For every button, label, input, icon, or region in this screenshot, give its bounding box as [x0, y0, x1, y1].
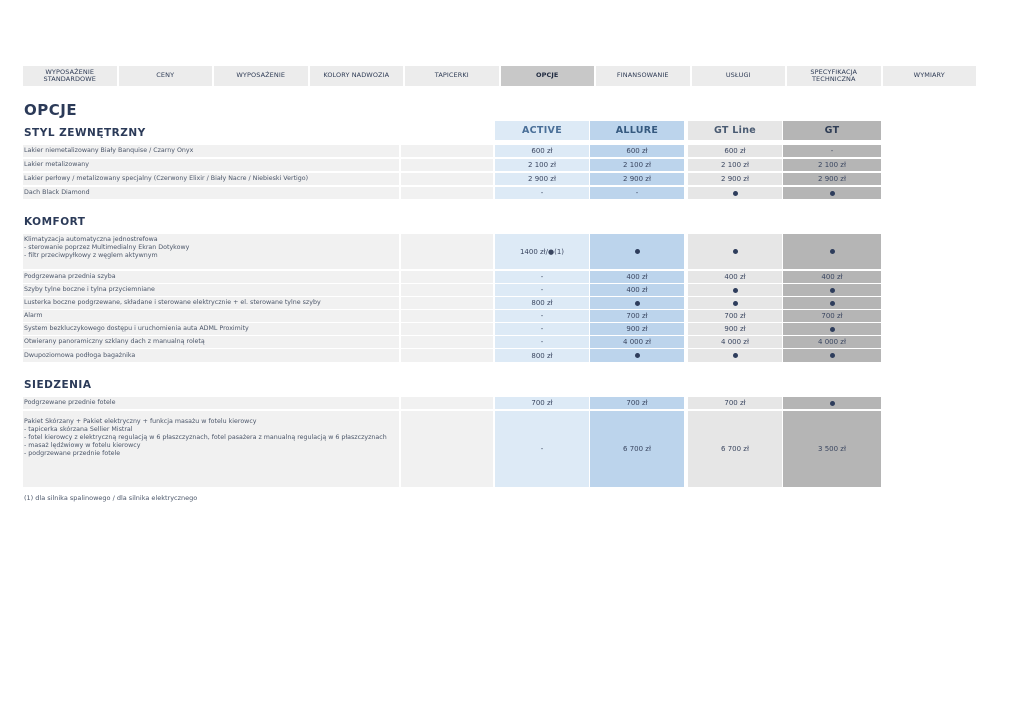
row-spacer: [401, 159, 493, 172]
included-dot-icon: [733, 301, 738, 306]
row-spacer: [401, 173, 493, 186]
cell-allure: [590, 234, 684, 270]
nav-tab-finansowanie[interactable]: [596, 66, 692, 86]
row-spacer: [401, 271, 493, 284]
cell-allure: 700 zł: [590, 397, 684, 410]
table-row: [23, 411, 881, 488]
included-dot-icon: [830, 327, 835, 332]
row-spacer: [401, 397, 493, 410]
cell-active: -: [495, 271, 589, 284]
included-dot-icon: [830, 353, 835, 358]
table-row: [23, 397, 881, 410]
table-row: [23, 284, 881, 297]
section-title-styl: STYL ZEWNĘTRZNY: [24, 127, 146, 139]
included-dot-icon: [733, 191, 738, 196]
nav-tab-label: OPCJE: [536, 71, 559, 80]
included-dot-icon: [830, 401, 835, 406]
cell-gtline: 400 zł: [688, 271, 782, 284]
cell-active: -: [495, 187, 589, 200]
table-row: [23, 323, 881, 336]
included-dot-icon: [635, 301, 640, 306]
cell-gtline: [688, 187, 782, 200]
nav-tab-label: CENY: [156, 71, 175, 80]
cell-gt: 400 zł: [783, 271, 881, 284]
table-row: [23, 145, 881, 158]
row-label: Lusterka boczne podgrzewane, składane i sterowane elektrycznie + el. sterowane tylne szyby: [23, 297, 399, 310]
footnote: (1) dla silnika spalinowego / dla silnika elektrycznego: [24, 494, 198, 502]
cell-allure: 6 700 zł: [590, 411, 684, 488]
row-label: Lakier perłowy / metalizowany specjalny (Czerwony Elixir / Biały Nacre / Niebieski Vertigo): [23, 173, 399, 186]
nav-tab-label: WYMIARY: [913, 71, 945, 80]
table-row: [23, 173, 881, 186]
row-spacer: [401, 336, 493, 349]
cell-gt: 2 900 zł: [783, 173, 881, 186]
nav-tab-uslugi[interactable]: [692, 66, 788, 86]
nav-tab-tapicerki[interactable]: [405, 66, 501, 86]
row-label: Pakiet Skórzany + Pakiet elektryczny + funkcja masażu w fotelu kierowcy - tapicerka skórzana Sellier Mistral - fotel kierowcy z elektryczną regulacją w 6 płaszczyznach, fotel pasażera z manualną regulacją w 6 płaszczyznach - masaż lędźwiowy w fotelu kierowcy - podgrzewane przednie fotele: [23, 411, 399, 488]
row-spacer: [401, 323, 493, 336]
included-dot-icon: [635, 249, 640, 254]
table-row: [23, 271, 881, 284]
cell-allure: 700 zł: [590, 310, 684, 323]
table-row: [23, 187, 881, 200]
trim-header-gt: GT: [783, 121, 881, 140]
cell-allure: 2 100 zł: [590, 159, 684, 172]
trim-header-allure: ALLURE: [590, 121, 684, 140]
row-spacer: [401, 187, 493, 200]
top-navigation: [23, 66, 976, 86]
nav-tab-ceny[interactable]: [119, 66, 215, 86]
row-label: System bezkluczykowego dostępu i uruchomienia auta ADML Proximity: [23, 323, 399, 336]
cell-gt: [783, 187, 881, 200]
nav-tab-specyfikacja-techniczna[interactable]: [787, 66, 883, 86]
cell-active: -: [495, 323, 589, 336]
included-dot-icon: [830, 249, 835, 254]
cell-allure: 600 zł: [590, 145, 684, 158]
included-dot-icon: [830, 288, 835, 293]
section-title-komfort: KOMFORT: [24, 216, 86, 228]
cell-gtline: 2 100 zł: [688, 159, 782, 172]
nav-tab-wyposazenie-standardowe[interactable]: [23, 66, 119, 86]
cell-gtline: [688, 297, 782, 310]
cell-allure: 4 000 zł: [590, 336, 684, 349]
trim-header-active: ACTIVE: [495, 121, 589, 140]
cell-allure: 2 900 zł: [590, 173, 684, 186]
included-dot-icon: [830, 191, 835, 196]
row-label: Lakier metalizowany: [23, 159, 399, 172]
cell-allure: [590, 297, 684, 310]
table-row: [23, 349, 881, 363]
cell-gt: [783, 323, 881, 336]
included-dot-icon: [733, 288, 738, 293]
nav-tab-label: WYPOSAŻENIE STANDARDOWE: [43, 67, 96, 83]
cell-active: -: [495, 310, 589, 323]
included-dot-icon: [830, 301, 835, 306]
cell-allure: 400 zł: [590, 271, 684, 284]
row-label: Otwierany panoramiczny szklany dach z manualną roletą: [23, 336, 399, 349]
nav-tab-label: KOLORY NADWOZIA: [323, 71, 390, 80]
row-label: Podgrzewana przednia szyba: [23, 271, 399, 284]
cell-active: 2 100 zł: [495, 159, 589, 172]
table-row: [23, 336, 881, 349]
cell-active: -: [495, 284, 589, 297]
cell-gtline: 700 zł: [688, 397, 782, 410]
cell-gtline: [688, 349, 782, 363]
nav-tab-label: USŁUGI: [725, 71, 751, 80]
nav-tab-kolory-nadwozia[interactable]: [310, 66, 406, 86]
cell-gtline: 2 900 zł: [688, 173, 782, 186]
row-spacer: [401, 297, 493, 310]
cell-gt: 3 500 zł: [783, 411, 881, 488]
cell-gt: 4 000 zł: [783, 336, 881, 349]
row-label: Lakier niemetalizowany Biały Banquise / Czarny Onyx: [23, 145, 399, 158]
row-label: Klimatyzacja automatyczna jednostrefowa - sterowanie poprzez Multimedialny Ekran Dotykowy - filtr przeciwpyłkowy z węglem aktywnym: [23, 234, 399, 270]
page-title: OPCJE: [24, 101, 78, 119]
cell-gtline: [688, 284, 782, 297]
cell-gtline: 900 zł: [688, 323, 782, 336]
table-row: [23, 234, 881, 270]
cell-gt: -: [783, 145, 881, 158]
cell-active: 1400 zł/●(1): [495, 234, 589, 270]
table-row: [23, 297, 881, 310]
cell-gt: 2 100 zł: [783, 159, 881, 172]
cell-gtline: 6 700 zł: [688, 411, 782, 488]
row-label: Dwupoziomowa podłoga bagażnika: [23, 349, 399, 363]
cell-gtline: 600 zł: [688, 145, 782, 158]
cell-active: 800 zł: [495, 297, 589, 310]
cell-allure: [590, 349, 684, 363]
nav-tab-wyposazenie[interactable]: [214, 66, 310, 86]
cell-gtline: 700 zł: [688, 310, 782, 323]
row-label: Szyby tylne boczne i tylna przyciemniane: [23, 284, 399, 297]
row-spacer: [401, 349, 493, 363]
row-label: Podgrzewane przednie fotele: [23, 397, 399, 410]
cell-gt: [783, 284, 881, 297]
cell-gt: [783, 297, 881, 310]
section-title-siedzenia: SIEDZENIA: [24, 379, 92, 391]
cell-gtline: 4 000 zł: [688, 336, 782, 349]
cell-active: 600 zł: [495, 145, 589, 158]
included-dot-icon: [635, 353, 640, 358]
included-dot-icon: [733, 353, 738, 358]
cell-gt: [783, 397, 881, 410]
included-dot-icon: [733, 249, 738, 254]
cell-gtline: [688, 234, 782, 270]
row-label: Dach Black Diamond: [23, 187, 399, 200]
nav-tab-label: FINANSOWANIE: [616, 71, 669, 80]
cell-allure: -: [590, 187, 684, 200]
cell-active: 800 zł: [495, 349, 589, 363]
nav-tab-wymiary[interactable]: [883, 66, 977, 86]
cell-allure: 900 zł: [590, 323, 684, 336]
cell-allure: 400 zł: [590, 284, 684, 297]
nav-tab-label: WYPOSAŻENIE: [236, 71, 286, 80]
row-spacer: [401, 310, 493, 323]
cell-gt: [783, 349, 881, 363]
nav-tab-opcje[interactable]: [501, 66, 597, 86]
cell-active: -: [495, 411, 589, 488]
cell-active: 700 zł: [495, 397, 589, 410]
cell-active: -: [495, 336, 589, 349]
cell-gt: 700 zł: [783, 310, 881, 323]
cell-active: 2 900 zł: [495, 173, 589, 186]
row-spacer: [401, 145, 493, 158]
row-spacer: [401, 234, 493, 270]
trim-header-gtline: GT Line: [688, 121, 782, 140]
cell-gt: [783, 234, 881, 270]
row-spacer: [401, 284, 493, 297]
table-row: [23, 159, 881, 172]
row-label: Alarm: [23, 310, 399, 323]
table-row: [23, 310, 881, 323]
nav-tab-label: TAPICERKI: [434, 71, 469, 80]
row-spacer: [401, 411, 493, 488]
nav-tab-label: SPECYFIKACJA TECHNICZNA: [810, 67, 858, 83]
